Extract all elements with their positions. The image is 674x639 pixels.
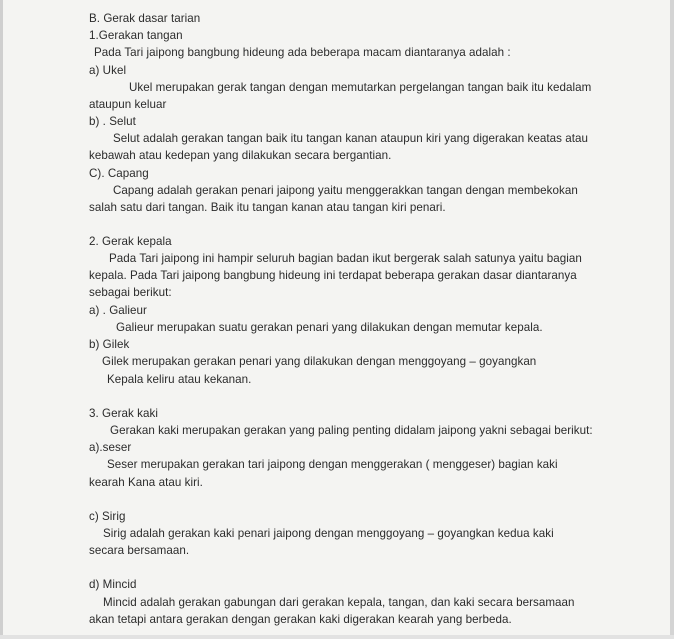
subsection-heading: 1.Gerakan tangan: [89, 29, 183, 42]
list-item-label: b) . Selut: [89, 115, 136, 128]
paragraph-line: salah satu dari tangan. Baik itu tangan kanan atau tangan kiri penari.: [89, 201, 446, 214]
paragraph-line: Pada Tari jaipong ini hampir seluruh bagian badan ikut bergerak salah satunya yaitu bagian: [109, 252, 582, 265]
paragraph-line: kebawah atau kedepan yang dilakukan secara bergantian.: [89, 149, 392, 162]
list-item-label: c) Sirig: [89, 510, 126, 523]
list-item-label: a).seser: [89, 441, 132, 454]
paragraph-line: Seser merupakan gerakan tari jaipong dengan menggerakan ( menggeser) bagian kaki: [107, 458, 558, 471]
paragraph-line: Capang adalah gerakan penari jaipong yaitu menggerakkan tangan dengan membekokan: [113, 184, 578, 197]
paragraph-line: kepala. Pada Tari jaipong bangbung hideung ini terdapat beberapa gerakan dasar diantaranya: [89, 269, 577, 282]
paragraph-line: secara bersamaan.: [89, 544, 190, 557]
paragraph-line: Pada Tari jaipong bangbung hideung ada beberapa macam diantaranya adalah :: [94, 46, 511, 59]
paragraph-line: Sirig adalah gerakan kaki penari jaipong dengan menggoyang – goyangkan kedua kaki: [103, 527, 554, 540]
list-item-label: a) Ukel: [89, 64, 127, 77]
subsection-heading: 2. Gerak kepala: [89, 235, 172, 248]
paragraph-line: kearah Kana atau kiri.: [89, 476, 203, 489]
list-item-label: C). Capang: [89, 167, 149, 180]
subsection-heading: 3. Gerak kaki: [89, 407, 158, 420]
paragraph-line: ataupun keluar: [89, 98, 167, 111]
paragraph-line: Ukel merupakan gerak tangan dengan memutarkan pergelangan tangan baik itu kedalam: [129, 81, 592, 94]
paragraph-line: Selut adalah gerakan tangan baik itu tangan kanan ataupun kiri yang digerakan keatas atau: [113, 132, 588, 145]
paragraph-line: Galieur merupakan suatu gerakan penari yang dilakukan dengan memutar kepala.: [116, 321, 543, 334]
paragraph-line: Kepala keliru atau kekanan.: [107, 373, 252, 386]
list-item-label: a) . Galieur: [89, 304, 147, 317]
section-heading: B. Gerak dasar tarian: [89, 12, 201, 25]
list-item-label: d) Mincid: [89, 578, 137, 591]
paragraph-line: Gerakan kaki merupakan gerakan yang paling penting didalam jaipong yakni sebagai berikut:: [110, 424, 593, 437]
list-item-label: b) Gilek: [89, 338, 130, 351]
paragraph-line: sebagai berikut:: [89, 286, 172, 299]
paragraph-line: Gilek merupakan gerakan penari yang dilakukan dengan menggoyang – goyangkan: [102, 355, 537, 368]
paragraph-line: Mincid adalah gerakan gabungan dari gerakan kepala, tangan, dan kaki secara bersamaan: [103, 596, 575, 609]
paragraph-line: akan tetapi antara gerakan dengan gerakan kaki digerakan kearah yang berbeda.: [89, 613, 512, 626]
